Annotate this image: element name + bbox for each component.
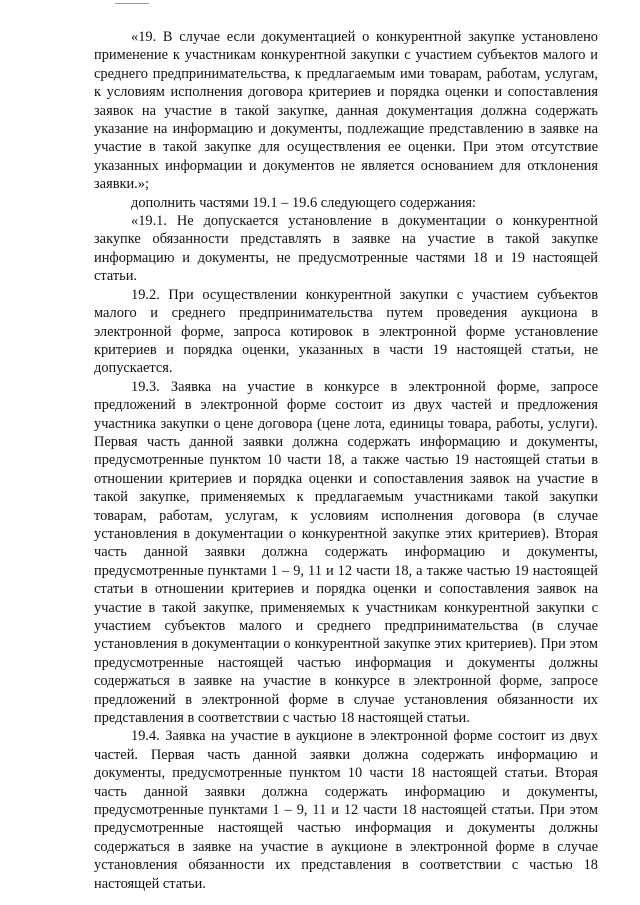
- header-mark: [115, 3, 149, 4]
- paragraph-19-3: 19.3. Заявка на участие в конкурсе в электронной форме, запросе предложений в электронной форме состоит из двух частей и предложения участника закупки о цене договора (цене лота, единицы товара, работы, услуги). Первая часть данной заявки должна содержать информацию и документы, предусмотренные пунктом 10 части 18, а также частью 19 настоящей статьи в отношении критериев и порядка оценки и сопоставления заявок на участие в такой закупке, применяемых к предлагаемым участниками такой закупки товарам, работам, услугам, к условиям исполнения договора (в случае установления в документации о конкурентной закупке этих критериев). Вторая часть данной заявки должна содержать информацию и документы, предусмотренные пунктами 1 – 9, 11 и 12 части 18, а также частью 19 настоящей статьи в отношении критериев и порядка оценки и сопоставления заявок на участие в такой закупке, применяемых к участникам конкурентной закупки с участием субъектов малого и среднего предпринимательства (в случае установления в документации о конкурентной закупке этих критериев). При этом предусмотренные настоящей частью информация и документы должны содержаться в заявке на участие в конкурсе в электронной форме, запросе предложений в электронной форме в случае установления обязанности их представления в соответствии с частью 18 настоящей статьи.: [94, 378, 598, 727]
- document-body: [94, 28, 598, 893]
- paragraph-19: «19. В случае если документацией о конкурентной закупке установлено применение к участникам конкурентной закупки с участием субъектов малого и среднего предпринимательства, к предлагаемым ими товарам, работам, услугам, к условиям исполнения договора критериев и порядка оценки и сопоставления заявок на участие в такой закупке, данная документация должна содержать указание на информацию и документы, подлежащие представлению в заявке на участие в такой закупке для осуществления ее оценки. При этом отсутствие указанных информации и документов не является основанием для отклонения заявки.»;: [94, 29, 598, 193]
- paragraph-19-1: «19.1. Не допускается установление в документации о конкурентной закупке обязанности представлять в заявке на участие в такой закупке информацию и документы, не предусмотренные частями 18 и 19 настоящей статьи.: [94, 213, 598, 285]
- paragraph-amendment-intro: дополнить частями 19.1 – 19.6 следующего содержания:: [131, 194, 477, 211]
- paragraph-19-4: 19.4. Заявка на участие в аукционе в электронной форме состоит из двух частей. Первая часть данной заявки должна содержать информацию и документы, предусмотренные пунктом 10 части 18 настоящей статьи. Вторая часть данной заявки должна содержать информацию и документы, предусмотренные пунктами 1 – 9, 11 и 12 части 18 настоящей статьи. При этом предусмотренные настоящей частью информация и документы должны содержаться в заявке на участие в аукционе в электронной форме в случае установления обязанности их представления в соответствии с частью 18 настоящей статьи.: [94, 728, 598, 892]
- paragraph-19-2: 19.2. При осуществлении конкурентной закупки с участием субъектов малого и среднего предпринимательства путем проведения аукциона в электронной форме, запроса котировок в электронной форме установление критериев и порядка оценки, указанных в части 19 настоящей статьи, не допускается.: [94, 286, 598, 377]
